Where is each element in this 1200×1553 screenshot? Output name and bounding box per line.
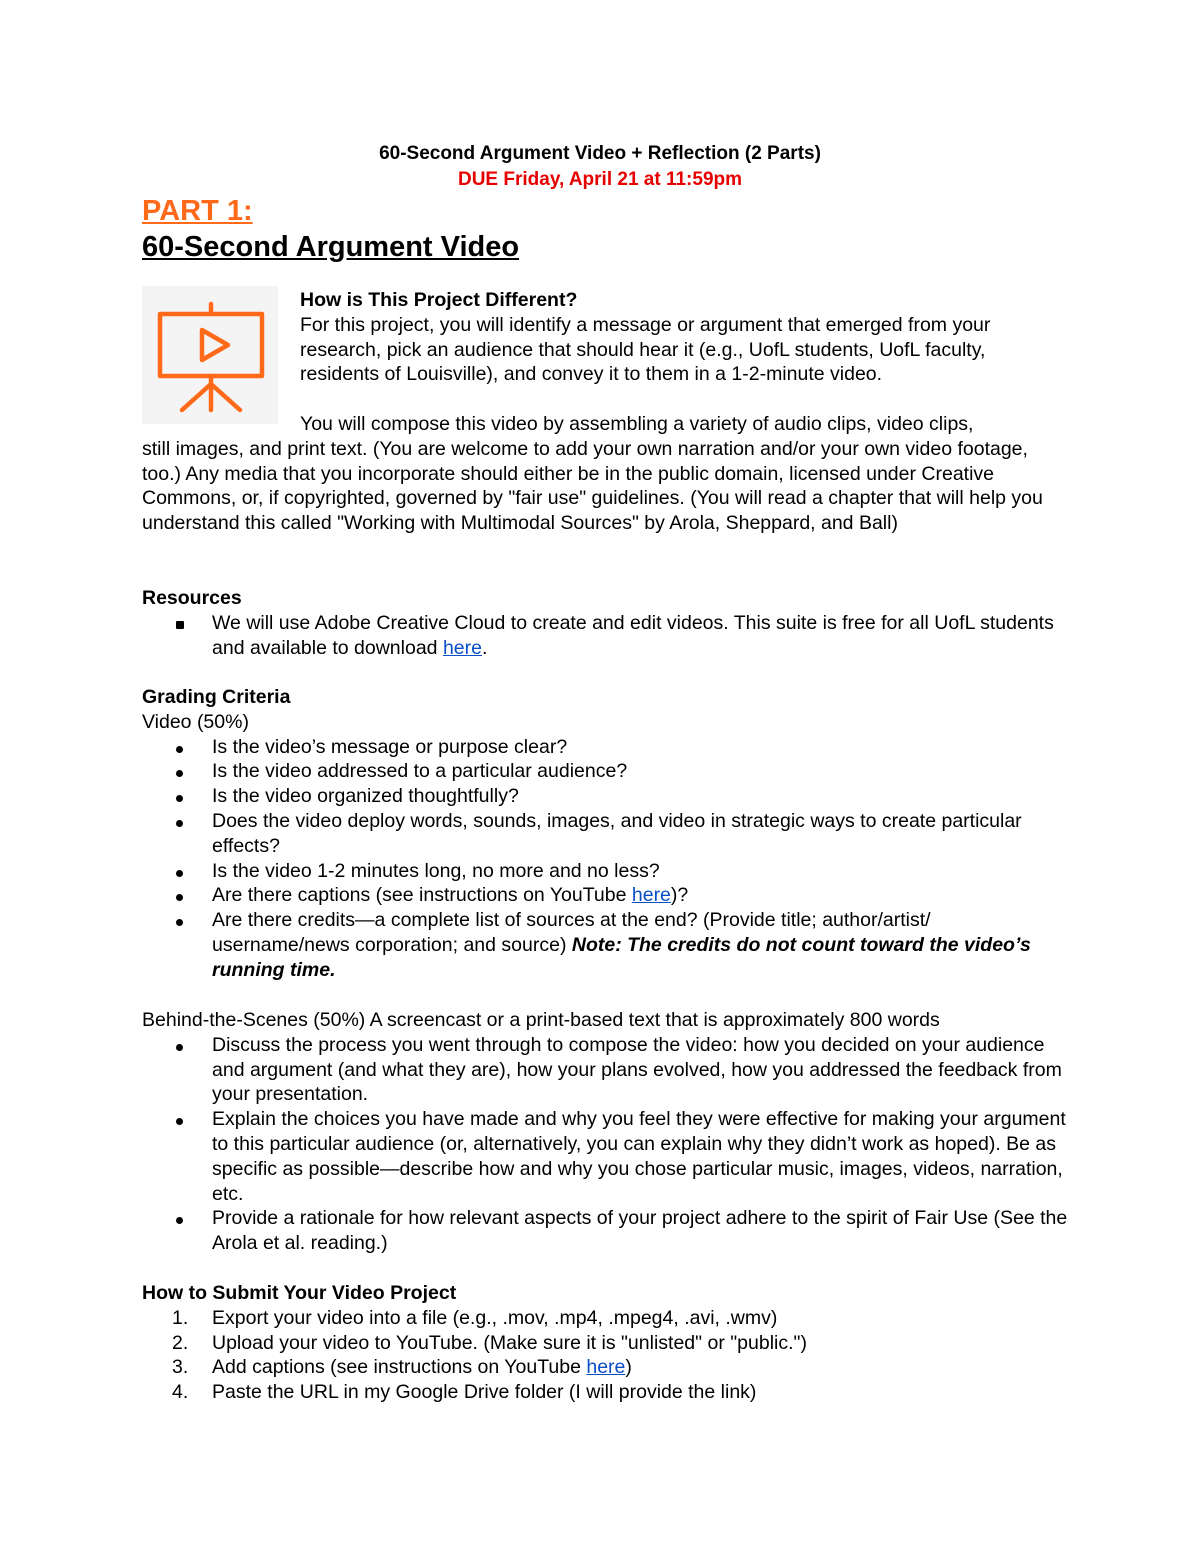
list-item: Explain the choices you have made and why you feel they were effective for making your argument to this particular audience (or, alternatively, you can explain why they didn’t work as hoped). Be as specific as possible—describe how and why you chose particular music, images, videos, narration, etc. <box>142 1107 1072 1206</box>
list-item: Is the video organized thoughtfully? <box>142 784 1072 809</box>
intro-paragraph-2 <box>142 412 1072 536</box>
list-item: Provide a rationale for how relevant aspects of your project adhere to the spirit of Fair Use (See the Arola et al. reading.) <box>142 1206 1072 1256</box>
document-title: 60-Second Argument Video + Reflection (2 Parts) <box>379 143 821 164</box>
list-item: Discuss the process you went through to compose the video: how you decided on your audience and argument (and what they are), how your plans evolved, how you addressed the feedback from your presentation. <box>142 1033 1072 1107</box>
resources-item-text: We will use Adobe Creative Cloud to create and edit videos. This suite is free for all UofL students and available to download <box>212 611 1054 659</box>
part-label: PART 1: <box>142 195 253 227</box>
grading-heading: Grading Criteria <box>142 686 291 708</box>
adobe-download-link[interactable]: here <box>442 636 482 659</box>
bullet-icon <box>176 870 183 877</box>
bullet-icon <box>176 1217 183 1224</box>
resources-section <box>142 586 1072 660</box>
intro-heading: How is This Project Different? <box>300 289 578 311</box>
bullet-icon <box>176 770 183 777</box>
list-item: Is the video 1-2 minutes long, no more and no less? <box>142 859 1072 884</box>
bullet-icon <box>176 795 183 802</box>
bullet-icon <box>176 1118 183 1125</box>
resources-heading: Resources <box>142 587 242 609</box>
list-item: Is the video’s message or purpose clear? <box>142 735 1072 760</box>
intro-paragraph-1: For this project, you will identify a message or argument that emerged from your research, pick an audience that should hear it (e.g., UofL students, UofL faculty, residents of Louisville), and convey it to them in a 1-2-minute video. <box>300 313 991 386</box>
list-item: 3. Add captions (see instructions on YouTube here) <box>172 1356 632 1379</box>
list-item: 2. Upload your video to YouTube. (Make sure it is "unlisted" or "public.") <box>172 1331 807 1354</box>
youtube-captions-link[interactable]: here <box>586 1356 626 1379</box>
step-number: 2. <box>172 1331 189 1354</box>
bullet-icon <box>176 1044 183 1051</box>
youtube-captions-link[interactable]: here <box>631 884 671 907</box>
list-item: Is the video addressed to a particular audience? <box>142 759 1072 784</box>
step-number: 1. <box>172 1306 189 1329</box>
bullet-icon <box>176 919 183 926</box>
video-weight-label: Video (50%) <box>142 710 249 733</box>
intro-paragraph-2-rest: still images, and print text. (You are welcome to add your own narration and/or your own video footage, too.) Any media that you incorporate should either be in the public domain, licensed under Creative Commons, or, if copyrighted, governed by "fair use" guidelines. (You will read a chapter that will help you understand this called "Working with Multimodal Sources" by Arola, Sheppard, and Ball) <box>142 437 1043 535</box>
bullet-icon <box>176 746 183 753</box>
due-date: DUE Friday, April 21 at 11:59pm <box>457 169 743 190</box>
submit-heading: How to Submit Your Video Project <box>142 1282 457 1304</box>
behind-the-scenes-section <box>142 1008 1072 1256</box>
list-item: 1. Export your video into a file (e.g., .mov, .mp4, .mpeg4, .avi, .wmv) <box>172 1306 778 1329</box>
list-item: Are there credits—a complete list of sources at the end? (Provide title; author/artist/ username/news corporation; and source) Note: The credits do not count toward the video’s running time. <box>142 908 1072 982</box>
bts-label: Behind-the-Scenes (50%) A screencast or a print-based text that is approximately 800 words <box>142 1009 940 1031</box>
square-bullet-icon <box>176 621 184 629</box>
submit-section <box>142 1281 1072 1405</box>
part-title: 60-Second Argument Video <box>142 231 520 263</box>
presentation-play-icon <box>142 286 278 424</box>
bullet-icon <box>176 894 183 901</box>
list-item: 4. Paste the URL in my Google Drive folder (I will provide the link) <box>172 1381 757 1404</box>
grading-section <box>142 685 1072 983</box>
bullet-icon <box>176 820 183 827</box>
list-item: We will use Adobe Creative Cloud to create and edit videos. This suite is free for all UofL students and available to download here. <box>142 611 1072 661</box>
step-number: 3. <box>172 1356 189 1379</box>
list-item: Are there captions (see instructions on YouTube here)? <box>142 883 1072 908</box>
step-number: 4. <box>172 1381 189 1404</box>
list-item: Does the video deploy words, sounds, images, and video in strategic ways to create particular effects? <box>142 809 1072 859</box>
intro-paragraph-2-first-line: You will compose this video by assembling a variety of audio clips, video clips, <box>300 413 974 435</box>
intro-section <box>300 288 1060 387</box>
credits-note: Note: The credits do not count toward the video’s running time. <box>212 933 1031 981</box>
